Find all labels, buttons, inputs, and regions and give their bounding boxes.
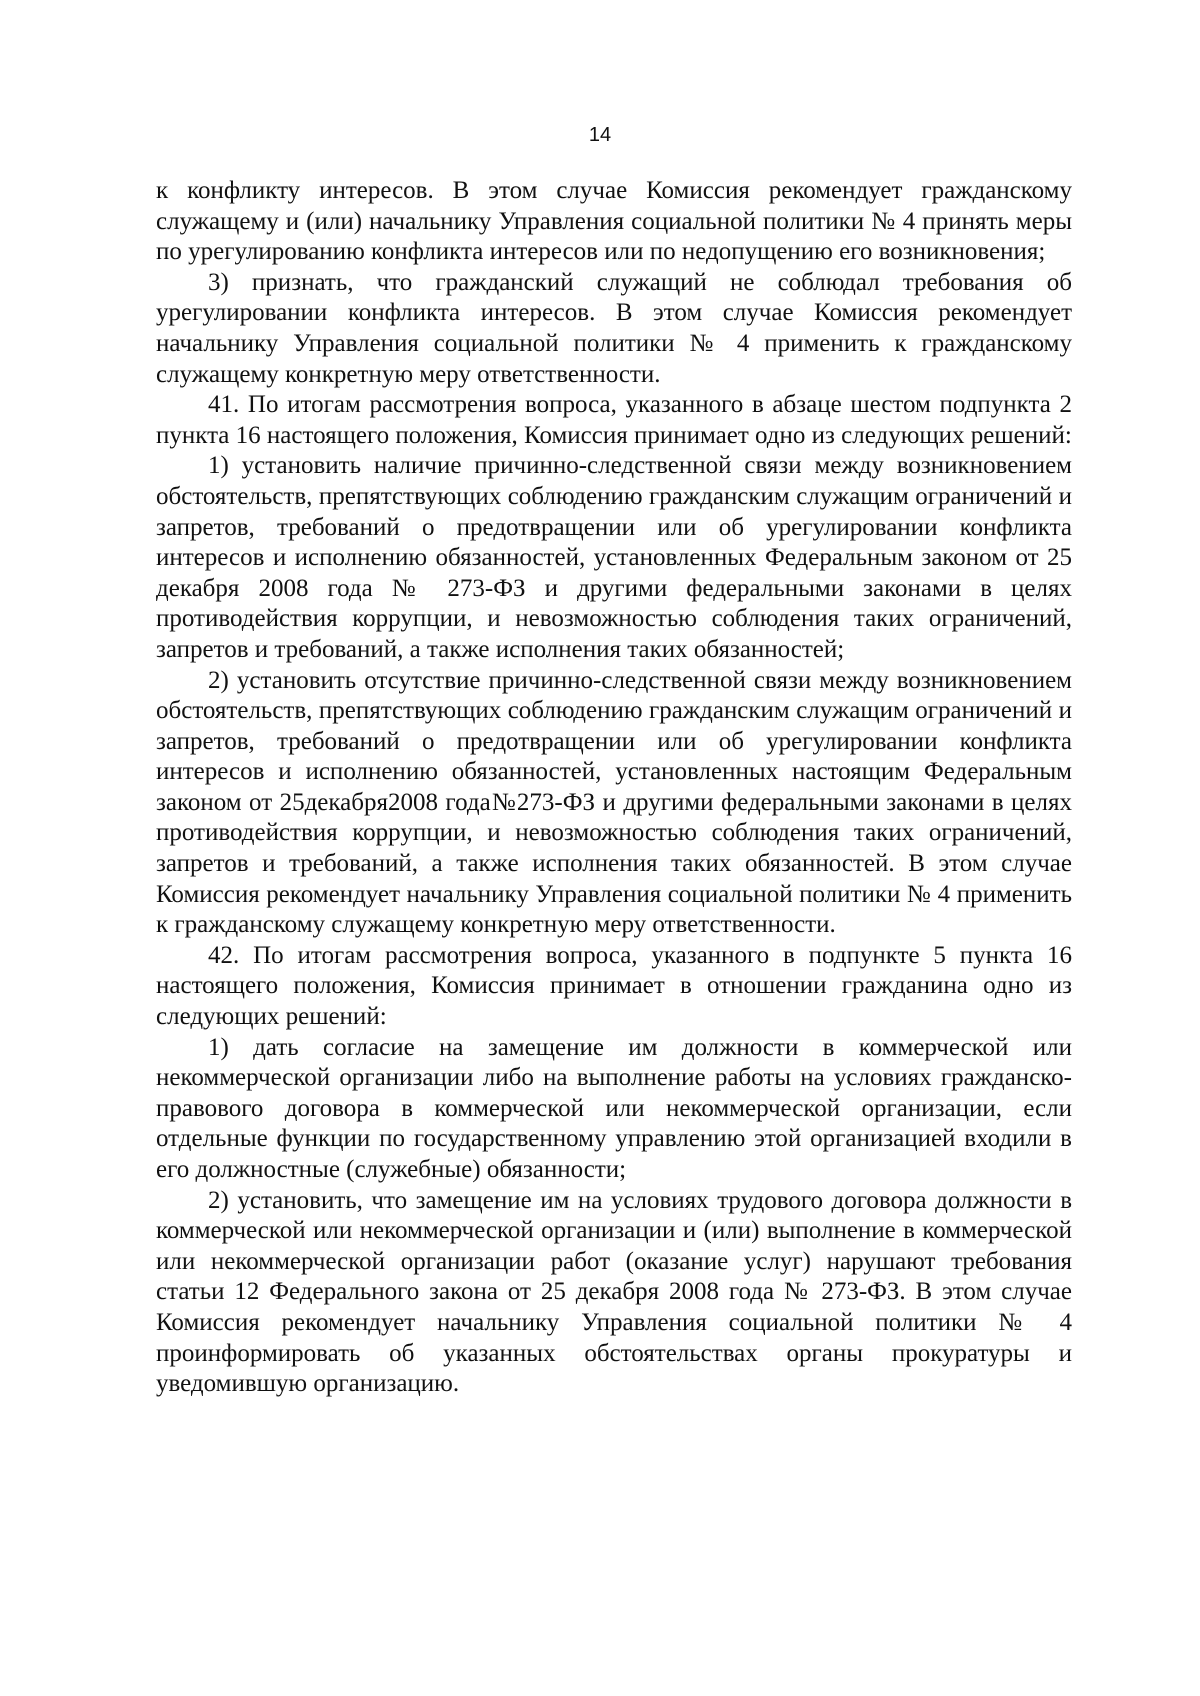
paragraph-clause-42-item-1: 1) дать согласие на замещение им должности в коммерческой или некоммерческой организации либо на выполнение работы на условиях гражданско-правового договора в коммерческой или некоммерческой организации, если отдельные функции по государственному управлению этой организацией входили в его должностные (служебные) обязанности; [156,1033,1072,1183]
document-body [156,176,1072,1400]
paragraph-continuation: к конфликту интересов. В этом случае Комиссия рекомендует гражданскому служащему и (или) начальнику Управления социальной политики № 4 принять меры по урегулированию конфликта интересов или по недопущению его возникновения; [156,177,1072,266]
paragraph-clause-41-item-1: 1) установить наличие причинно-следственной связи между возникновением обстоятельств, препятствующих соблюдению гражданским служащим ограничений и запретов, требований о предотвращении или об урегулировании конфликта интересов и исполнению обязанностей, установленных Федеральным законом от 25 декабря 2008 года № 273-ФЗ и другими федеральными законами в целях противодействия коррупции, и невозможностью соблюдения таких ограничений, запретов и требований, а также исполнения таких обязанностей; [156,452,1072,663]
paragraph-clause-41-item-2: 2) установить отсутствие причинно-следственной связи между возникновением обстоятельств, препятствующих соблюдению гражданским служащим ограничений и запретов, требований о предотвращении или об урегулировании конфликта интересов и исполнению обязанностей, установленных настоящим Федеральным законом от 25декабря2008 года№273-ФЗ и другими федеральными законами в целях противодействия коррупции, и невозможностью соблюдения таких ограничений, запретов и требований, а также исполнения таких обязанностей. В этом случае Комиссия рекомендует начальнику Управления социальной политики № 4 применить к гражданскому служащему конкретную меру ответственности. [156,666,1072,939]
paragraph-clause-41: 41. По итогам рассмотрения вопроса, указанного в абзаце шестом подпункта 2 пункта 16 настоящего положения, Комиссия принимает одно из следующих решений: [156,391,1072,449]
paragraph-item-3: 3) признать, что гражданский служащий не соблюдал требования об урегулировании конфликта интересов. В этом случае Комиссия рекомендует начальнику Управления социальной политики № 4 применить к гражданскому служащему конкретную меру ответственности. [156,268,1072,388]
paragraph-clause-42: 42. По итогам рассмотрения вопроса, указанного в подпункте 5 пункта 16 настоящего положения, Комиссия принимает в отношении гражданина одно из следующих решений: [156,941,1072,1031]
paragraph-clause-42-item-2: 2) установить, что замещение им на условиях трудового договора должности в коммерческой или некоммерческой организации и (или) выполнение в коммерческой или некоммерческой организации работ (оказание услуг) нарушают требования статьи 12 Федерального закона от 25 декабря 2008 года № 273-ФЗ. В этом случае Комиссия рекомендует начальнику Управления социальной политики № 4 проинформировать об указанных обстоятельствах органы прокуратуры и уведомившую организацию. [156,1186,1072,1398]
page-number: 14 [588,124,612,146]
